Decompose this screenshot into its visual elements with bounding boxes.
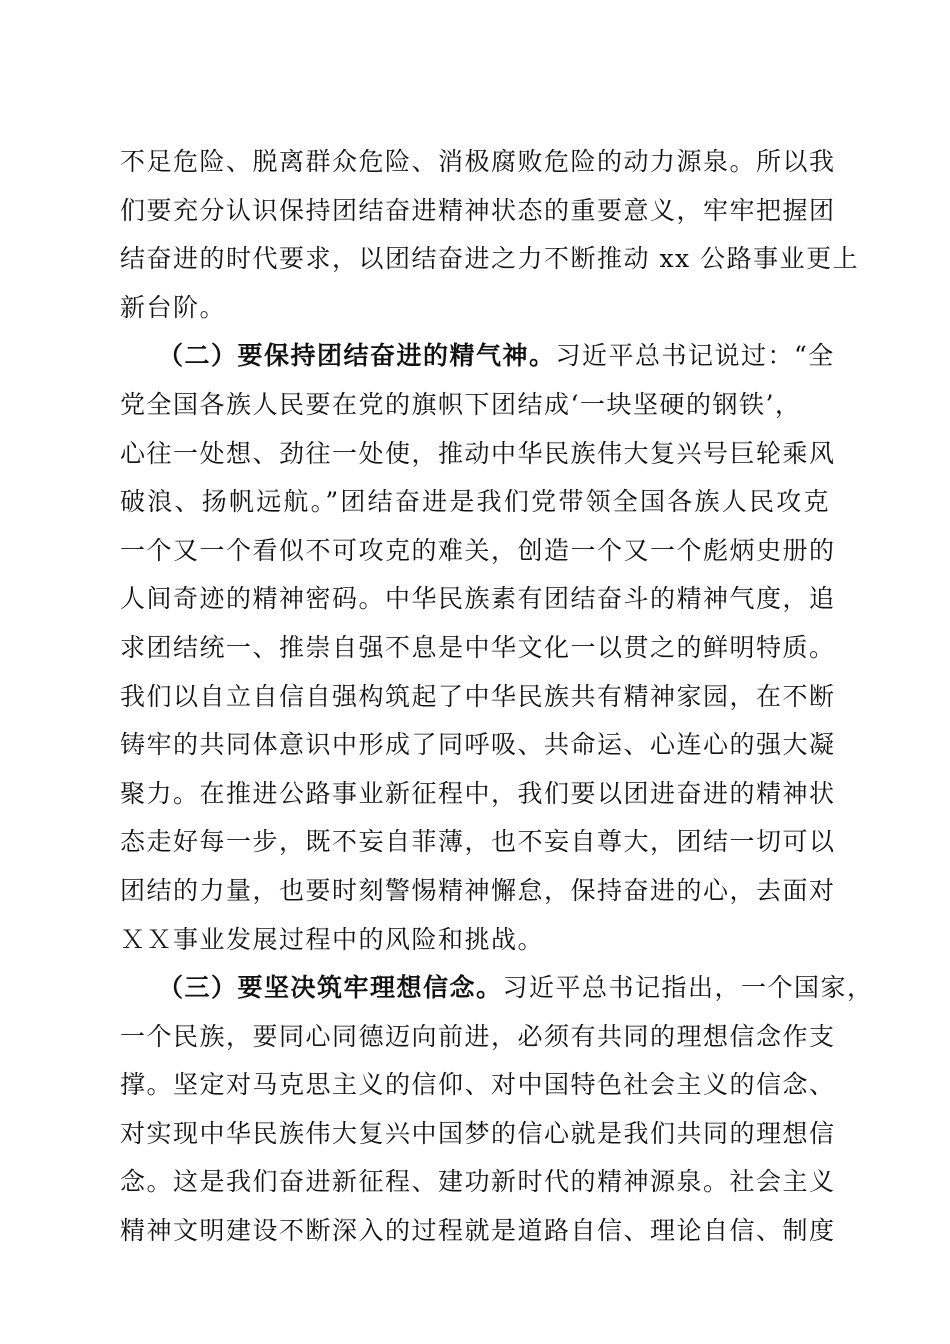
text-line: 心往一处想、劲往一处使，推动中华民族伟大复兴号巨轮乘风: [120, 438, 836, 468]
text-line: 我们以自立自信自强构筑起了中华民族共有精神家园，在不断: [120, 681, 836, 711]
text-line: 精神文明建设不断深入的过程就是道路自信、理论自信、制度: [120, 1216, 836, 1246]
text-line: 对实现中华民族伟大复兴中国梦的信心就是我们共同的理想信: [120, 1118, 836, 1148]
text-line: 不足危险、脱离群众危险、消极腐败危险的动力源泉。所以我: [120, 147, 836, 176]
section-heading-two: （二）要保持团结奋进的精气神。: [158, 341, 556, 371]
text-line: 一个民族，要同心同德迈向前进，必须有共同的理想信念作支: [120, 1021, 836, 1051]
paragraph-two: [120, 332, 836, 964]
text-line: 人间奇迹的精神密码。中华民族素有团结奋斗的精神气度，追: [120, 584, 836, 614]
text-line: 求团结统一、推崇自强不息是中华文化一以贯之的鲜明特质。: [120, 632, 836, 662]
text-run: 习近平总书记说过：“全: [555, 341, 835, 371]
text-line: 结奋进的时代要求，以团结奋进之力不断推动 xx 公路事业更上: [120, 244, 860, 274]
text-line: 一个又一个看似不可攻克的难关，创造一个又一个彪炳史册的: [120, 535, 836, 565]
text-line: 聚力。在推进公路事业新征程中，我们要以团进奋进的精神状: [120, 778, 836, 808]
text-line: 党全国各族人民要在党的旗帜下团结成‘一块坚硬的钢铁’，: [120, 389, 802, 419]
text-run: 习近平总书记指出，一个国家，: [502, 973, 874, 1003]
body-text: [120, 138, 874, 1256]
text-line: 破浪、扬帆远航。”团结奋进是我们党带领全国各族人民攻克: [120, 487, 830, 517]
text-line: 念。这是我们奋进新征程、建功新时代的精神源泉。社会主义: [120, 1167, 836, 1197]
text-line: ＸＸ事业发展过程中的风险和挑战。: [120, 924, 545, 954]
text-line: 态走好每一步，既不妄自菲薄，也不妄自尊大，团结一切可以: [120, 827, 836, 857]
section-heading-three: （三）要坚决筑牢理想信念。: [158, 973, 503, 1003]
text-line: 团结的力量，也要时刻警惕精神懈怠，保持奋进的心，去面对: [120, 875, 836, 905]
text-line: [120, 332, 835, 381]
text-line: 铸牢的共同体意识中形成了同呼吸、共命运、心连心的强大凝: [120, 730, 836, 760]
text-line: 新台阶。: [120, 292, 227, 322]
text-line: [120, 964, 874, 1013]
paragraph-three: [120, 964, 874, 1256]
text-line: 们要充分认识保持团结奋进精神状态的重要意义，牢牢把握团: [120, 195, 836, 225]
paragraph-continuation: [120, 138, 860, 332]
text-line: 撑。坚定对马克思主义的信仰、对中国特色社会主义的信念、: [120, 1070, 836, 1100]
